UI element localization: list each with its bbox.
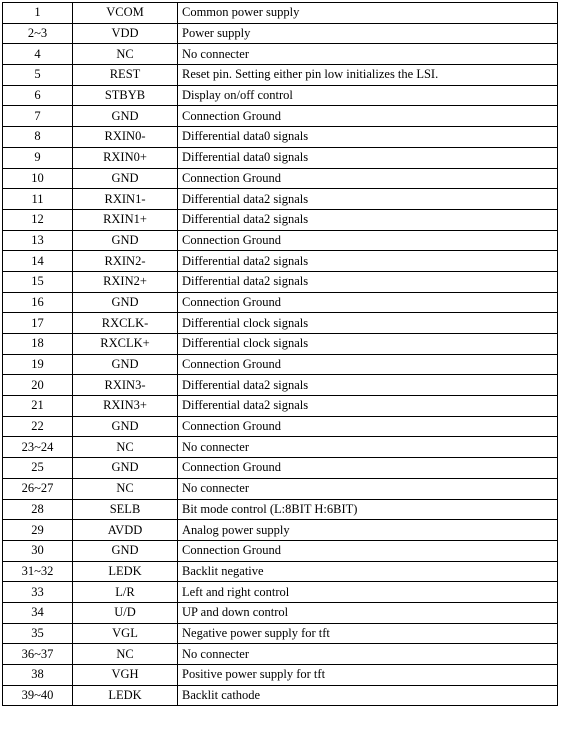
pin-description-cell: Connection Ground [178,230,558,251]
pin-symbol-cell: RXIN0+ [73,147,178,168]
pin-number-cell: 23~24 [3,437,73,458]
pin-symbol-cell: GND [73,292,178,313]
table-row [3,85,558,106]
pin-number-cell: 5 [3,65,73,86]
pin-symbol-cell: NC [73,437,178,458]
pin-description-cell: Left and right control [178,582,558,603]
table-row [3,644,558,665]
pin-symbol-cell: GND [73,106,178,127]
table-row [3,230,558,251]
table-row [3,375,558,396]
table-row [3,665,558,686]
pin-number-cell: 9 [3,147,73,168]
pin-description-cell: Differential data0 signals [178,147,558,168]
table-row [3,602,558,623]
pin-table [2,2,558,706]
pin-symbol-cell: GND [73,416,178,437]
pin-symbol-cell: NC [73,644,178,665]
table-row [3,499,558,520]
table-row [3,127,558,148]
table-row [3,23,558,44]
pin-number-cell: 22 [3,416,73,437]
pin-description-cell: Backlit cathode [178,685,558,706]
table-row [3,44,558,65]
pin-number-cell: 31~32 [3,561,73,582]
pin-symbol-cell: RXIN1+ [73,209,178,230]
pin-symbol-cell: GND [73,354,178,375]
pin-number-cell: 29 [3,520,73,541]
pin-description-cell: No connecter [178,478,558,499]
pin-description-cell: Differential data2 signals [178,396,558,417]
pin-symbol-cell: VCOM [73,3,178,24]
pin-symbol-cell: RXIN3- [73,375,178,396]
pin-number-cell: 25 [3,458,73,479]
pin-description-cell: Differential data2 signals [178,375,558,396]
pin-description-cell: Connection Ground [178,458,558,479]
pin-description-cell: Differential data0 signals [178,127,558,148]
pin-number-cell: 36~37 [3,644,73,665]
pin-symbol-cell: GND [73,230,178,251]
pin-description-cell: Differential data2 signals [178,209,558,230]
pin-description-cell: No connecter [178,44,558,65]
pin-number-cell: 13 [3,230,73,251]
pin-description-cell: No connecter [178,644,558,665]
table-row [3,685,558,706]
pin-symbol-cell: GND [73,168,178,189]
pin-symbol-cell: REST [73,65,178,86]
table-row [3,292,558,313]
table-row [3,106,558,127]
pin-number-cell: 30 [3,540,73,561]
pin-number-cell: 10 [3,168,73,189]
pin-number-cell: 6 [3,85,73,106]
table-row [3,437,558,458]
pin-number-cell: 15 [3,271,73,292]
pin-number-cell: 7 [3,106,73,127]
table-row [3,334,558,355]
pin-symbol-cell: NC [73,478,178,499]
pin-symbol-cell: VGH [73,665,178,686]
pin-symbol-cell: AVDD [73,520,178,541]
pin-symbol-cell: LEDK [73,685,178,706]
pin-symbol-cell: U/D [73,602,178,623]
pin-number-cell: 34 [3,602,73,623]
pin-description-cell: Negative power supply for tft [178,623,558,644]
pin-description-cell: Connection Ground [178,168,558,189]
pin-number-cell: 4 [3,44,73,65]
table-row [3,251,558,272]
pin-number-cell: 38 [3,665,73,686]
pin-description-cell: Backlit negative [178,561,558,582]
pin-number-cell: 2~3 [3,23,73,44]
pin-number-cell: 8 [3,127,73,148]
table-row [3,520,558,541]
pin-number-cell: 12 [3,209,73,230]
pin-symbol-cell: GND [73,540,178,561]
table-row [3,416,558,437]
pin-description-cell: Connection Ground [178,106,558,127]
pin-symbol-cell: RXIN2+ [73,271,178,292]
pin-description-cell: Connection Ground [178,540,558,561]
pin-description-cell: Power supply [178,23,558,44]
pin-description-cell: UP and down control [178,602,558,623]
pin-symbol-cell: SELB [73,499,178,520]
pin-table-body [3,3,558,706]
pin-number-cell: 39~40 [3,685,73,706]
table-row [3,561,558,582]
pin-description-cell: Bit mode control (L:8BIT H:6BIT) [178,499,558,520]
pin-symbol-cell: RXCLK+ [73,334,178,355]
pin-number-cell: 26~27 [3,478,73,499]
pin-number-cell: 16 [3,292,73,313]
pin-description-cell: Reset pin. Setting either pin low initializes the LSI. [178,65,558,86]
table-row [3,65,558,86]
pin-symbol-cell: NC [73,44,178,65]
table-row [3,3,558,24]
table-row [3,189,558,210]
table-row [3,209,558,230]
pin-description-cell: Connection Ground [178,292,558,313]
pin-symbol-cell: VGL [73,623,178,644]
pin-symbol-cell: RXIN1- [73,189,178,210]
pin-symbol-cell: LEDK [73,561,178,582]
pin-symbol-cell: RXCLK- [73,313,178,334]
pin-symbol-cell: L/R [73,582,178,603]
pin-description-cell: Connection Ground [178,416,558,437]
pin-symbol-cell: RXIN0- [73,127,178,148]
pin-number-cell: 35 [3,623,73,644]
pin-number-cell: 18 [3,334,73,355]
pin-description-cell: Analog power supply [178,520,558,541]
pin-number-cell: 21 [3,396,73,417]
pin-description-cell: No connecter [178,437,558,458]
pin-description-cell: Differential clock signals [178,334,558,355]
table-row [3,354,558,375]
pin-symbol-cell: GND [73,458,178,479]
pin-number-cell: 19 [3,354,73,375]
pin-number-cell: 17 [3,313,73,334]
pin-number-cell: 28 [3,499,73,520]
pin-description-cell: Differential data2 signals [178,251,558,272]
pin-number-cell: 14 [3,251,73,272]
pin-description-cell: Differential data2 signals [178,271,558,292]
table-row [3,313,558,334]
pin-description-cell: Differential data2 signals [178,189,558,210]
table-row [3,396,558,417]
pin-number-cell: 11 [3,189,73,210]
pin-description-cell: Differential clock signals [178,313,558,334]
table-row [3,458,558,479]
pin-description-cell: Connection Ground [178,354,558,375]
pin-number-cell: 20 [3,375,73,396]
table-row [3,623,558,644]
table-row [3,147,558,168]
pin-description-cell: Common power supply [178,3,558,24]
pin-number-cell: 1 [3,3,73,24]
table-row [3,540,558,561]
pin-description-cell: Positive power supply for tft [178,665,558,686]
table-row [3,271,558,292]
pin-number-cell: 33 [3,582,73,603]
pin-symbol-cell: RXIN2- [73,251,178,272]
table-row [3,582,558,603]
pin-symbol-cell: STBYB [73,85,178,106]
pin-symbol-cell: RXIN3+ [73,396,178,417]
pin-symbol-cell: VDD [73,23,178,44]
table-row [3,478,558,499]
table-row [3,168,558,189]
pin-description-cell: Display on/off control [178,85,558,106]
